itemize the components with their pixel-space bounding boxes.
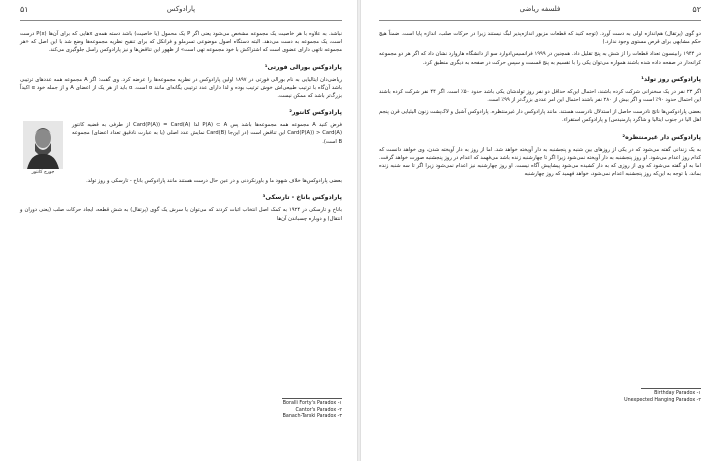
right-header-rule [379, 20, 701, 21]
left-footnotes [20, 398, 342, 421]
left-running-header [20, 5, 342, 19]
footnote: Birthday Paradox -۱ [654, 391, 701, 396]
left-page [0, 0, 358, 461]
section-heading: پارادوکس باناخ - تارسکی³ [262, 194, 342, 202]
footnote: Unexpected Hanging Paradox -۲ [624, 397, 701, 403]
left-header-rule [20, 20, 342, 21]
paragraph: اگر ۲۳ نفر در یک سخنرانی شرکت کرده باشند، احتمال این‌که حداقل دو نفر روز تولدشان یکی باشد حدود ۵۰٪ است. اگر ۴۴ نفر شرکت کرده باشند این احتمال حدود ۹۰٪ است و اگر بیش از ۲۸۰ نفر باشند احتمال این امر عددی بزرگ‌تر از ۹۹٪ است. [379, 88, 701, 104]
footnote: Banach-Tarski Paradox -۳ [282, 414, 342, 420]
cantor-portrait-figure [20, 121, 66, 175]
right-running-head: فلسفه ریاضی [519, 5, 561, 13]
footnote: Cantor's Paradox -۲ [295, 407, 342, 413]
figure-caption: جورج کانتور [31, 170, 55, 176]
footnote-rule [641, 388, 701, 389]
left-page-body [20, 30, 342, 227]
right-page [361, 0, 717, 461]
paragraph: در ۱۹۴۴ رابینسون تعداد قطعات را از شش به پنج تقلیل داد. همچنین در ۱۹۹۹ فرانسیس‌ادوارد سو از دانشگاه هاروارد نشان داد که اگر هر دو مجموعه کرانه‌دار در صفحه داده شده باشند همواره می‌توان یکی را با تقسیم به پنج قسمت و سپس حرکت در صفحه به دیگری منطبق کرد. [379, 51, 701, 66]
paragraph: به یک زندانی گفته می‌شود که در یکی از روزهای بین شنبه و پنجشنبه به دار آویخته خواهد شد. اما از روز به دار آویخته شدن، وی خواهد دانست که کدام روز اعدام می‌شود. او روز پنجشنبه به دار آویخته نمی‌شود زیرا اگر تا چهارشنبه زنده باشد می‌فهمد که اعدام در روز پنجشنبه صورت خواهد گرفت. اما به او گفته می‌شود که وی از روزی که به دار کشیده می‌شود پیشاپیش آگاه نیست. او روز چهارشنبه نیز اعدام نمی‌شود زیرا اگر تا سه شنبه زنده بماند، با توجه به این‌که روز پنجشنبه اعدام نمی‌شود، خواهد فهمید که روز چهارشنبه [379, 146, 701, 178]
section-heading: پارادوکس کانتور² [289, 109, 342, 117]
right-footnotes [379, 388, 701, 404]
left-page-number: ۵۱ [20, 5, 29, 14]
left-running-head: پارادوکس [166, 5, 196, 13]
right-page-body [379, 30, 701, 182]
right-page-number: ۵۲ [692, 5, 701, 14]
paragraph: دو گوی (پرتقال) هم‌اندازه اولی به دست آورد. (توجه کنید که قطعات مزبور اندازه‌پذیر لبگ نیستند زیرا در حرکات صلب، اندازه پایا است. ضمناً هیچ حکم مشابهی برای قرص مستوی وجود ندارد.) [379, 31, 701, 46]
cantor-portrait-image [23, 121, 63, 169]
paragraph: بعضی پارادوکس‌ها ناتج نادرست حاصل از استدلال نادرست هستند. مانند پارادوکس دار غیرمنتظره. پارادوکس آشیل و لاک‌پشت زنون الیئیایی قرن پنجم اهل الیا در جنوب ایتالیا و شاگرد پارمنیدس) و پارادوکس استقراء. [379, 109, 701, 124]
footnote-rule [282, 398, 342, 399]
section-heading: پارادوکس دار غیرمنتظره² [622, 133, 701, 141]
paragraph: فرض کنید A مجموعه همه مجموعه‌ها باشد پس P(A) ⊂ A لذا Card(P(A)) = Card(A) از طرفی به قضیه کانتور Card(P(A)) > Card(A) این تناقض است (در این‌جا Card(B) نمایش عدد اصلی (یا به عبارت نادقیق تعداد اعضای) مجموعه B است). [72, 122, 342, 145]
paragraph: باناخ و تارسکی در ۱۹۲۴ به کمک اصل انتخاب اثبات کردند که می‌توان یا سرش یک گوی (پرتقال) به شش قطعه، ایجاد حرکات صلب (یعنی دوران و انتقال) و دوباره چسباندن آن‌ها [20, 207, 342, 222]
footnote: Boralli Forty's Paradox -۱ [282, 401, 342, 406]
section-heading: پارادوکس روز تولد¹ [641, 75, 701, 83]
right-running-header [379, 5, 701, 19]
paragraph: ریاضی‌دان ایتالیایی به نام بورالی فورتی در ۱۸۹۷ اولین پارادوکس در نظریه مجموعه‌ها را عرضه کرد. وی گفت: اگر A مجموعه همه عددهای ترتیبی باشد آن‌گاه با ترتیب طبیعی‌اش خوش ترتیب بوده و لذا دارای عدد ترتیبی یگانه‌ای مانند α است. α باید از هر یک از اعضای A و از جمله خود α اکیداً بزرگ‌تر باشد که ممکن نیست. [20, 76, 342, 100]
section-heading: پارادوکس بورالی فورتی¹ [264, 63, 342, 71]
paragraph: بعضی پارادوکس‌ها خلاف شهود ما و باورنکردنی و در عین حال درست هستند مانند پارادوکس باناخ - تارسکی و روز تولد. [86, 178, 342, 185]
paragraph: نباشد. به علاوه با هر خاصیت یک مجموعه مشخص می‌شود یعنی اگر P یک محمول (یا خاصیت) باشد دسته همه‌ی xهایی که برای آن‌ها P(x) درست است، یک مجموعه به دست می‌دهد. البته دستگاه اصول موضوعی تسرملو و فرانکل که برای تنقیح نظریه مجموعه‌ها وضع شد با این اصل که «هر مجموعه ناتهی دارای عضوی است که اشتراکش با خود مجموعه تهی است» از ظهور این تناقض‌ها و نیز پارادوکس راسل جلوگیری می‌کند. [20, 31, 343, 54]
